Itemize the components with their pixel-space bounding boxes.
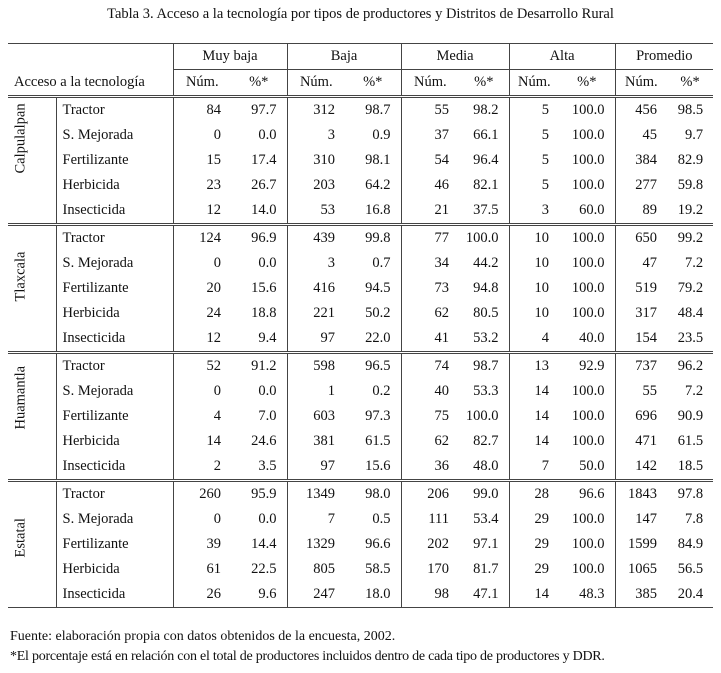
percent-cell: 100.0 bbox=[571, 127, 605, 143]
count-cell: 73 bbox=[401, 276, 459, 301]
percent-cell: 100.0 bbox=[571, 152, 605, 168]
district-label: Tlaxcala bbox=[12, 251, 29, 302]
count-cell: 317 bbox=[615, 301, 667, 326]
count-cell: 5 bbox=[509, 123, 559, 148]
table-row bbox=[8, 404, 713, 429]
count-cell: 36 bbox=[401, 454, 459, 481]
district-label: Huamantla bbox=[12, 365, 29, 430]
percent-cell: 0.9 bbox=[372, 127, 391, 143]
percent-cell: 50.2 bbox=[365, 305, 391, 321]
percent-cell: 0.0 bbox=[258, 127, 277, 143]
percent-cell: 96.6 bbox=[559, 481, 615, 508]
count-cell: 1599 bbox=[615, 532, 667, 557]
count-cell: 55 bbox=[615, 379, 667, 404]
count-cell: 170 bbox=[401, 557, 459, 582]
table-row bbox=[8, 379, 713, 404]
table-row bbox=[8, 429, 713, 454]
count-cell: 26 bbox=[173, 582, 231, 608]
count-cell: 20 bbox=[173, 276, 231, 301]
table-row bbox=[8, 532, 713, 557]
table-row bbox=[8, 326, 713, 353]
subheader-num: Núm. bbox=[615, 70, 667, 97]
table-row bbox=[8, 454, 713, 481]
percent-cell: 99.0 bbox=[459, 481, 509, 508]
count-cell: 805 bbox=[287, 557, 345, 582]
technology-label: Tractor bbox=[56, 353, 173, 380]
count-cell: 384 bbox=[615, 148, 667, 173]
percent-cell: 3.5 bbox=[258, 458, 277, 474]
count-cell: 14 bbox=[173, 429, 231, 454]
count-cell: 75 bbox=[401, 404, 459, 429]
percent-cell: 100.0 bbox=[559, 225, 615, 252]
count-cell: 10 bbox=[509, 276, 559, 301]
percent-cell: 90.9 bbox=[677, 408, 704, 424]
percent-cell: 100.0 bbox=[571, 383, 605, 399]
percent-cell: 98.7 bbox=[459, 353, 509, 380]
count-cell: 385 bbox=[615, 582, 667, 608]
technology-label: Insecticida bbox=[56, 326, 173, 353]
percent-cell: 40.0 bbox=[579, 330, 605, 346]
count-cell: 13 bbox=[509, 353, 559, 380]
percent-cell: 58.5 bbox=[365, 561, 391, 577]
percent-cell: 56.5 bbox=[677, 561, 704, 577]
count-cell: 61 bbox=[173, 557, 231, 582]
subheader-num: Núm. bbox=[173, 70, 231, 97]
count-cell: 0 bbox=[173, 123, 231, 148]
count-cell: 4 bbox=[509, 326, 559, 353]
count-cell: 97 bbox=[287, 326, 345, 353]
count-cell: 40 bbox=[401, 379, 459, 404]
technology-label: Herbicida bbox=[56, 301, 173, 326]
count-cell: 3 bbox=[509, 198, 559, 225]
percent-cell: 82.7 bbox=[473, 433, 499, 449]
count-cell: 696 bbox=[615, 404, 667, 429]
count-cell: 598 bbox=[287, 353, 345, 380]
percent-cell: 82.9 bbox=[677, 152, 704, 168]
count-cell: 34 bbox=[401, 251, 459, 276]
table-row bbox=[8, 353, 713, 380]
count-cell: 5 bbox=[509, 173, 559, 198]
subheader-pct: %* bbox=[474, 74, 494, 90]
percent-cell: 53.3 bbox=[473, 383, 499, 399]
district-label-cell bbox=[8, 481, 56, 608]
subheader-pct: %* bbox=[680, 74, 700, 90]
source-note: Fuente: elaboración propia con datos obtenidos de la encuesta, 2002. bbox=[10, 629, 396, 644]
percent-cell: 96.2 bbox=[667, 353, 713, 380]
count-cell: 62 bbox=[401, 301, 459, 326]
percent-cell: 37.5 bbox=[473, 202, 499, 218]
count-cell: 202 bbox=[401, 532, 459, 557]
count-cell: 203 bbox=[287, 173, 345, 198]
count-cell: 28 bbox=[509, 481, 559, 508]
count-cell: 39 bbox=[173, 532, 231, 557]
percent-cell: 98.0 bbox=[345, 481, 401, 508]
percent-cell: 14.4 bbox=[251, 536, 277, 552]
count-cell: 52 bbox=[173, 353, 231, 380]
percent-cell: 97.8 bbox=[667, 481, 713, 508]
technology-label: S. Mejorada bbox=[56, 507, 173, 532]
percent-cell: 19.2 bbox=[677, 202, 704, 218]
percent-cell: 22.5 bbox=[251, 561, 277, 577]
percent-cell: 9.6 bbox=[231, 582, 287, 608]
count-cell: 14 bbox=[509, 404, 559, 429]
percent-cell: 100.0 bbox=[571, 280, 605, 296]
percent-cell: 66.1 bbox=[473, 127, 499, 143]
count-cell: 221 bbox=[287, 301, 345, 326]
percent-cell: 0.5 bbox=[372, 511, 391, 527]
table-row bbox=[8, 148, 713, 173]
percent-cell: 96.5 bbox=[345, 353, 401, 380]
count-cell: 41 bbox=[401, 326, 459, 353]
count-cell: 1 bbox=[287, 379, 345, 404]
count-cell: 10 bbox=[509, 225, 559, 252]
count-cell: 310 bbox=[287, 148, 345, 173]
count-cell: 147 bbox=[615, 507, 667, 532]
percent-cell: 18.8 bbox=[251, 305, 277, 321]
count-cell: 98 bbox=[401, 582, 459, 608]
percent-cell: 100.0 bbox=[459, 225, 509, 252]
technology-label: Herbicida bbox=[56, 173, 173, 198]
count-cell: 124 bbox=[173, 225, 231, 252]
row-label-header: Acceso a la tecnología bbox=[14, 73, 145, 90]
percent-cell: 100.0 bbox=[571, 511, 605, 527]
percent-cell: 97.1 bbox=[473, 536, 499, 552]
district-label: Calpulalpan bbox=[12, 103, 29, 174]
percent-cell: 97.7 bbox=[231, 97, 287, 124]
percent-cell: 82.1 bbox=[473, 177, 499, 193]
count-cell: 97 bbox=[287, 454, 345, 481]
table-row bbox=[8, 123, 713, 148]
technology-label: Tractor bbox=[56, 97, 173, 124]
count-cell: 29 bbox=[509, 557, 559, 582]
percent-cell: 48.4 bbox=[677, 305, 704, 321]
technology-label: Tractor bbox=[56, 481, 173, 508]
table-row bbox=[8, 97, 713, 124]
percent-cell: 99.8 bbox=[345, 225, 401, 252]
percent-cell: 0.2 bbox=[372, 383, 391, 399]
count-cell: 74 bbox=[401, 353, 459, 380]
count-cell: 12 bbox=[173, 198, 231, 225]
count-cell: 14 bbox=[509, 379, 559, 404]
technology-label: Fertilizante bbox=[56, 532, 173, 557]
percent-cell: 48.0 bbox=[473, 458, 499, 474]
percent-cell: 9.4 bbox=[258, 330, 277, 346]
percent-cell: 95.9 bbox=[231, 481, 287, 508]
percent-cell: 22.0 bbox=[365, 330, 391, 346]
count-cell: 29 bbox=[509, 532, 559, 557]
percent-cell: 44.2 bbox=[473, 255, 499, 271]
group-promedio: Promedio bbox=[615, 44, 713, 70]
technology-label: Insecticida bbox=[56, 582, 173, 608]
technology-label: S. Mejorada bbox=[56, 123, 173, 148]
count-cell: 1065 bbox=[615, 557, 667, 582]
percent-cell: 7.8 bbox=[684, 511, 704, 527]
technology-label: Tractor bbox=[56, 225, 173, 252]
subheader-num: Núm. bbox=[287, 70, 345, 97]
percent-cell: 0.0 bbox=[258, 255, 277, 271]
count-cell: 54 bbox=[401, 148, 459, 173]
percent-cell: 47.1 bbox=[459, 582, 509, 608]
count-cell: 89 bbox=[615, 198, 667, 225]
percent-cell: 100.0 bbox=[571, 408, 605, 424]
table-row bbox=[8, 301, 713, 326]
percent-cell: 100.0 bbox=[571, 536, 605, 552]
percent-cell: 96.9 bbox=[231, 225, 287, 252]
district-label-cell bbox=[8, 225, 56, 353]
subheader-num: Núm. bbox=[509, 70, 559, 97]
subheader-pct: %* bbox=[363, 74, 383, 90]
count-cell: 2 bbox=[173, 454, 231, 481]
percent-cell: 14.0 bbox=[251, 202, 277, 218]
count-cell: 7 bbox=[509, 454, 559, 481]
percent-cell: 99.2 bbox=[667, 225, 713, 252]
group-baja: Baja bbox=[287, 44, 401, 70]
percent-cell: 100.0 bbox=[559, 97, 615, 124]
count-cell: 3 bbox=[287, 251, 345, 276]
count-cell: 23 bbox=[173, 173, 231, 198]
percent-cell: 18.0 bbox=[345, 582, 401, 608]
percent-cell: 59.8 bbox=[677, 177, 704, 193]
count-cell: 29 bbox=[509, 507, 559, 532]
group-media: Media bbox=[401, 44, 509, 70]
percent-cell: 61.5 bbox=[365, 433, 391, 449]
percent-cell: 98.2 bbox=[459, 97, 509, 124]
percent-cell: 0.0 bbox=[258, 383, 277, 399]
subheader-num: Núm. bbox=[401, 70, 459, 97]
count-cell: 45 bbox=[615, 123, 667, 148]
percent-cell: 96.6 bbox=[365, 536, 391, 552]
technology-label: S. Mejorada bbox=[56, 251, 173, 276]
technology-access-table bbox=[8, 43, 713, 608]
percent-cell: 7.2 bbox=[684, 255, 704, 271]
percent-cell: 98.7 bbox=[345, 97, 401, 124]
percent-cell: 15.6 bbox=[365, 458, 391, 474]
percent-cell: 61.5 bbox=[677, 433, 704, 449]
table-row bbox=[8, 582, 713, 608]
percent-cell: 23.5 bbox=[677, 330, 704, 346]
count-cell: 0 bbox=[173, 507, 231, 532]
percent-cell: 16.8 bbox=[365, 202, 391, 218]
percent-cell: 100.0 bbox=[571, 305, 605, 321]
count-cell: 260 bbox=[173, 481, 231, 508]
percent-cell: 80.5 bbox=[473, 305, 499, 321]
percent-cell: 0.7 bbox=[372, 255, 391, 271]
count-cell: 381 bbox=[287, 429, 345, 454]
table-row bbox=[8, 507, 713, 532]
percent-cell: 15.6 bbox=[251, 280, 277, 296]
count-cell: 1349 bbox=[287, 481, 345, 508]
count-cell: 456 bbox=[615, 97, 667, 124]
table-row bbox=[8, 481, 713, 508]
count-cell: 1843 bbox=[615, 481, 667, 508]
percent-cell: 94.5 bbox=[365, 280, 391, 296]
count-cell: 603 bbox=[287, 404, 345, 429]
header-subcolumn-row bbox=[8, 70, 713, 97]
count-cell: 62 bbox=[401, 429, 459, 454]
table-row bbox=[8, 251, 713, 276]
percent-cell: 92.9 bbox=[559, 353, 615, 380]
table-title: Tabla 3. Acceso a la tecnología por tipos de productores y Distritos de Desarrollo Rural bbox=[107, 6, 614, 22]
percent-cell: 79.2 bbox=[677, 280, 704, 296]
technology-label: Herbicida bbox=[56, 429, 173, 454]
count-cell: 84 bbox=[173, 97, 231, 124]
count-cell: 206 bbox=[401, 481, 459, 508]
percent-cell: 9.7 bbox=[684, 127, 704, 143]
table-row bbox=[8, 225, 713, 252]
count-cell: 5 bbox=[509, 97, 559, 124]
count-cell: 55 bbox=[401, 97, 459, 124]
header-group-row bbox=[8, 44, 713, 70]
count-cell: 737 bbox=[615, 353, 667, 380]
count-cell: 15 bbox=[173, 148, 231, 173]
district-label-cell bbox=[8, 353, 56, 481]
percent-cell: 0.0 bbox=[258, 511, 277, 527]
group-alta: Alta bbox=[509, 44, 615, 70]
percent-cell: 100.0 bbox=[571, 177, 605, 193]
percent-cell: 26.7 bbox=[251, 177, 277, 193]
count-cell: 10 bbox=[509, 251, 559, 276]
count-cell: 47 bbox=[615, 251, 667, 276]
count-cell: 650 bbox=[615, 225, 667, 252]
percent-cell: 98.1 bbox=[365, 152, 391, 168]
district-label: Estatal bbox=[12, 518, 29, 558]
count-cell: 4 bbox=[173, 404, 231, 429]
technology-label: Insecticida bbox=[56, 198, 173, 225]
percent-cell: 81.7 bbox=[473, 561, 499, 577]
count-cell: 24 bbox=[173, 301, 231, 326]
percent-cell: 50.0 bbox=[579, 458, 605, 474]
count-cell: 14 bbox=[509, 429, 559, 454]
percent-cell: 96.4 bbox=[473, 152, 499, 168]
group-muy-baja: Muy baja bbox=[173, 44, 287, 70]
count-cell: 154 bbox=[615, 326, 667, 353]
count-cell: 5 bbox=[509, 148, 559, 173]
count-cell: 37 bbox=[401, 123, 459, 148]
percent-cell: 100.0 bbox=[571, 561, 605, 577]
count-cell: 312 bbox=[287, 97, 345, 124]
technology-label: Fertilizante bbox=[56, 404, 173, 429]
count-cell: 1329 bbox=[287, 532, 345, 557]
count-cell: 247 bbox=[287, 582, 345, 608]
percent-cell: 18.5 bbox=[677, 458, 704, 474]
count-cell: 0 bbox=[173, 379, 231, 404]
technology-label: S. Mejorada bbox=[56, 379, 173, 404]
percent-cell: 98.5 bbox=[667, 97, 713, 124]
table-row bbox=[8, 557, 713, 582]
count-cell: 0 bbox=[173, 251, 231, 276]
percent-cell: 60.0 bbox=[579, 202, 605, 218]
technology-label: Herbicida bbox=[56, 557, 173, 582]
count-cell: 519 bbox=[615, 276, 667, 301]
percent-cell: 91.2 bbox=[231, 353, 287, 380]
percent-cell: 84.9 bbox=[677, 536, 704, 552]
percent-cell: 64.2 bbox=[365, 177, 391, 193]
count-cell: 46 bbox=[401, 173, 459, 198]
percent-cell: 17.4 bbox=[251, 152, 277, 168]
technology-label: Fertilizante bbox=[56, 276, 173, 301]
count-cell: 277 bbox=[615, 173, 667, 198]
percent-cell: 7.2 bbox=[684, 383, 704, 399]
count-cell: 3 bbox=[287, 123, 345, 148]
count-cell: 12 bbox=[173, 326, 231, 353]
count-cell: 10 bbox=[509, 301, 559, 326]
count-cell: 7 bbox=[287, 507, 345, 532]
table-row bbox=[8, 173, 713, 198]
count-cell: 53 bbox=[287, 198, 345, 225]
count-cell: 77 bbox=[401, 225, 459, 252]
percent-cell: 48.3 bbox=[559, 582, 615, 608]
percentage-note: *El porcentaje está en relación con el total de productores incluidos dentro de cada tipo de productores y DDR. bbox=[10, 649, 605, 664]
count-cell: 471 bbox=[615, 429, 667, 454]
technology-label: Fertilizante bbox=[56, 148, 173, 173]
count-cell: 111 bbox=[401, 507, 459, 532]
count-cell: 14 bbox=[509, 582, 559, 608]
table-row bbox=[8, 276, 713, 301]
percent-cell: 20.4 bbox=[667, 582, 713, 608]
percent-cell: 24.6 bbox=[251, 433, 277, 449]
count-cell: 416 bbox=[287, 276, 345, 301]
subheader-pct: %* bbox=[249, 74, 269, 90]
district-label-cell bbox=[8, 97, 56, 225]
count-cell: 21 bbox=[401, 198, 459, 225]
percent-cell: 100.0 bbox=[571, 433, 605, 449]
percent-cell: 94.8 bbox=[473, 280, 499, 296]
technology-label: Insecticida bbox=[56, 454, 173, 481]
percent-cell: 100.0 bbox=[465, 408, 499, 424]
percent-cell: 7.0 bbox=[258, 408, 277, 424]
percent-cell: 53.2 bbox=[473, 330, 499, 346]
percent-cell: 97.3 bbox=[365, 408, 391, 424]
percent-cell: 100.0 bbox=[571, 255, 605, 271]
subheader-pct: %* bbox=[577, 74, 597, 90]
count-cell: 142 bbox=[615, 454, 667, 481]
percent-cell: 53.4 bbox=[473, 511, 499, 527]
table-row bbox=[8, 198, 713, 225]
count-cell: 439 bbox=[287, 225, 345, 252]
